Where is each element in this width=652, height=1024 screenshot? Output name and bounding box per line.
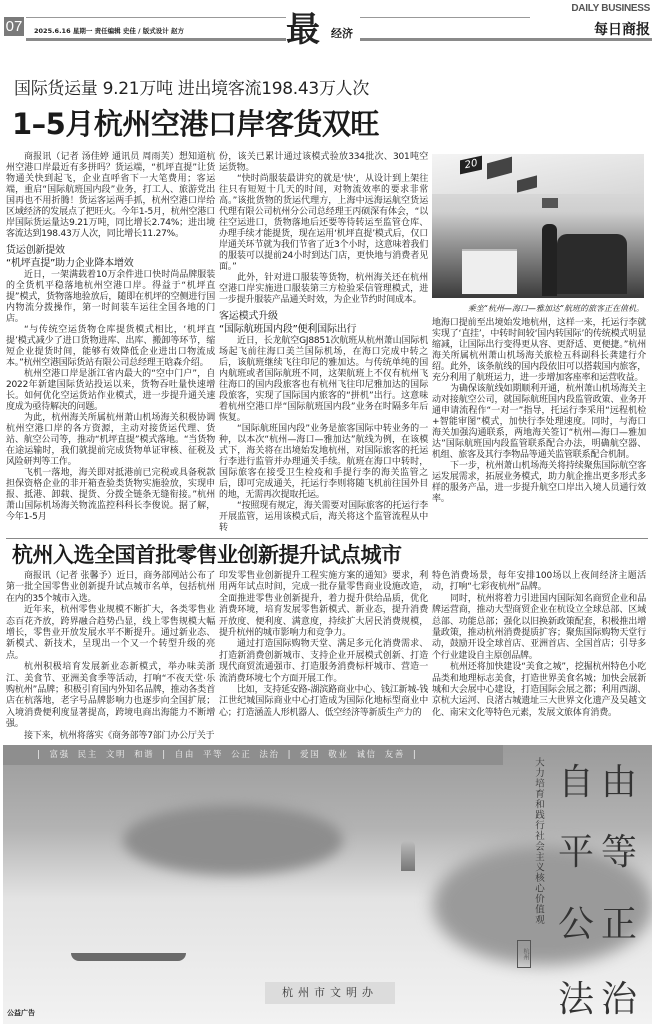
paragraph: 份，该关已累计通过该模式验放334批次、301吨空运货物。 xyxy=(219,152,428,173)
core-value: 诚信 xyxy=(356,750,377,760)
core-value: 文明 xyxy=(105,750,127,760)
core-value: 自由 xyxy=(174,750,195,760)
airport-checkin-photo xyxy=(432,154,644,298)
paragraph: 为此，杭州海关所属杭州萧山机场海关积极协调杭州空港口岸的各方资源，主动对接货运代理、货站、航空公司等，推动“机坪直提”模式落地。“当货物在途运输时，我们就提前完成货物单证审核、征税及风险研判等工作。 xyxy=(6,413,215,467)
core-value: 敬业 xyxy=(328,750,349,760)
article-divider xyxy=(6,538,648,539)
paragraph: 接下来，杭州将落实《商务部等7部门办公厅关于 xyxy=(24,730,215,741)
article1-column-3 xyxy=(432,318,646,505)
paragraph: 比如，支持延安路-湖滨路商业中心、钱江新城-钱江世纪城国际商业中心打造成为国际化地标型商业中心；打造涵盖人形机器人、低空经济等新质生产力的 xyxy=(219,685,428,718)
article1-column-2 xyxy=(219,152,428,534)
section-subheading: “机坪直提”助力企业降本增效 xyxy=(6,258,134,269)
core-value: | xyxy=(287,750,293,760)
page-number: 07 xyxy=(5,18,23,35)
section-heading: 货运创新提效 xyxy=(6,245,65,256)
core-value: 公正 xyxy=(231,750,252,760)
core-value: 爱国 xyxy=(300,750,321,760)
ad-slogan: 大力培育和践行社会主义核心价值观 xyxy=(533,757,544,925)
section-subheading: “国际航班国内段”便利国际出行 xyxy=(219,324,357,335)
core-value-character: 治 xyxy=(600,979,637,1020)
article1-subtitle: 国际货运量 9.21万吨 进出境客流198.43万人次 xyxy=(14,79,370,99)
ad-issuer: 杭州市文明办 xyxy=(265,982,395,1004)
core-value-character: 公 xyxy=(557,904,594,945)
boat-illustration xyxy=(71,953,186,961)
core-value: | xyxy=(37,750,42,760)
paragraph: 杭州空港口岸是浙江省内最大的“空中门户”，自2022年新建国际货站投运以来，货物吞吐量快速增长。如何优化空运货站作业模式，进一步提升通关速度成为亟待解决的问题。 xyxy=(6,369,215,412)
paragraph: 特色消费场景，每年安排100场以上夜间经济主题活动，打响“七彩夜杭州”品牌。 xyxy=(432,571,646,593)
paragraph: “快时尚服装最讲究的就是‘快’，从设计到上架往往只有短短十几天的时间，对物流效率的要求非常高。”该批货物的货运代理方，上海中远海运航空货运代理有限公司杭州分公司总经理王丙硕深有体会，“以往空运进口，货物落地后还要等待转运至监管仓库、办理手续才能提货，现在运用‘机坪直提’模式后，仅口岸通关环节就为我们节省了近3个小时，这意味着我们的服装可以提前24小时到达门店，更快地与消费者见面。” xyxy=(219,174,428,272)
ad-label: 公益广告 xyxy=(7,1009,35,1017)
core-value-character: 法 xyxy=(557,979,594,1020)
core-value: | xyxy=(162,750,167,760)
paragraph: 杭州积极培育发展新业态新模式，举办味美浙江、美食节、亚洲美食季等活动，打响“不夜天堂·乐购杭州”品牌；积极引育国内外知名品牌，推动各类首店在杭落地，老字号品牌影响力也逐步向全国扩展；入境消费便利度显著提高，跨境电商出海能力不断增强。 xyxy=(6,662,215,730)
header-rule-top xyxy=(26,17,286,18)
section-name: 经济 xyxy=(331,27,353,40)
core-value-character: 正 xyxy=(600,904,637,945)
article2-column-1 xyxy=(6,571,215,742)
article2-title: 杭州入选全国首批零售业创新提升试点城市 xyxy=(12,543,402,567)
pagoda-illustration xyxy=(401,841,415,871)
core-value: 富强 xyxy=(49,750,70,760)
header-rule xyxy=(26,38,286,41)
paragraph: 飞机一落地，海关即对抵港前已完税或具备税款担保资格企业的非开箱查验类货物实施验放，实现申报、抵港、卸载、提货、分拨全链条无缝衔接。”杭州萧山国际机场海关物流监控科科长李俊说。据了解，今年1-5月 xyxy=(6,468,215,522)
public-service-ad xyxy=(3,745,652,1024)
core-values-strip xyxy=(3,745,503,765)
article1-title: 1–5月杭州空港口岸客货双旺 xyxy=(12,107,379,141)
header-rule-top-right xyxy=(360,17,530,18)
core-value-character: 自 xyxy=(557,762,594,803)
paragraph: 同时，杭州将着力引进国内国际知名商贸企业和品牌运营商，推动大型商贸企业在杭设立全球总部、区域总部、功能总部；强化以旧换新政策配套，积极推出增量政策，推动杭州消费提质扩容；聚焦国际购物天堂行动，鼓励开设全球首店、亚洲首店、全国首店；引导多个行业建设自主原创品牌。 xyxy=(432,593,646,661)
section-logo: 最 xyxy=(286,10,320,50)
core-value: 平等 xyxy=(202,750,224,760)
paragraph: 此外，针对进口服装等货物，杭州海关还在杭州空港口岸实施进口服装第三方检验采信管理模式，进一步提升服装产品通关时效，为企业节约时间成本。 xyxy=(219,273,428,305)
counter-sign: 20 xyxy=(460,156,482,175)
seal-stamp: 杭州 xyxy=(517,940,531,968)
issue-meta: 2025.6.16 星期一 责任编辑 史佳 / 版式设计 赵方 xyxy=(34,27,185,35)
core-value: 民主 xyxy=(77,750,98,760)
paragraph: “国际航班国内段”业务是旅客国际中转业务的一种，以本次“杭州—海口—雅加达”航线为例，在该模式下，海关将在出境始发地杭州，对国际旅客的托运行李进行监管并办理通关手续。航班在海口中转时，国际旅客在接受卫生检疫和手提行李的海关监管之后，即可完成通关，托运行李则将随飞机前往国外目的地，无需再次提取托运。 xyxy=(219,424,428,500)
core-value: 和谐 xyxy=(134,750,155,760)
paragraph: 商报讯（记者 张馨予）近日，商务部网站公布了第一批全国零售业创新提升试点城市名单，包括杭州在内的35个城市入选。 xyxy=(6,571,215,604)
section-heading: 客运模式升级 xyxy=(219,311,278,322)
paragraph: 近年来，杭州零售业规模不断扩大，各类零售业态百花齐放，跨界融合趋势凸显，线上零售规模大幅增长，零售业开放发展水平不断提升。通过新业态、新模式、新技术，呈现出一个又一个转型升级的亮点。 xyxy=(6,605,215,661)
core-value-character: 由 xyxy=(600,762,637,803)
core-value-character: 平 xyxy=(557,832,594,873)
core-value-character: 等 xyxy=(600,832,637,873)
paragraph: “按照现有规定，海关需要对国际旅客的托运行李开展监管，运用该模式后，海关将这个监管流程从中转 xyxy=(219,501,428,533)
core-value: | xyxy=(412,750,418,760)
paragraph: 近日，长龙航空GJ8851次航班从杭州萧山国际机场起飞前往海口美兰国际机场，在海口完成中转之后，该航班继续飞往印尼的雅加达。与传统单纯的国内航班或者国际航班不同，这架航班上不仅有杭州飞往海口的国内段旅客也有杭州飞往印尼雅加达的国际段旅客，实现了国际国内旅客的“拼机”出行。这意味着杭州空港口岸“国际航班国内段”业务在时隔多年后恢复。 xyxy=(219,336,428,423)
article1-column-1 xyxy=(6,152,215,523)
paragraph: 为确保该航线如期顺利开通，杭州萧山机场海关主动对接航空公司，就国际航班国内段监管政策、业务开通申请流程作“一对一”指导，托运行李采用“远程机检+智能审图”模式，加快行李处理速度。同时，与海口海关加强沟通联系，两地海关签订“杭州—海口—雅加达”国际航班国内段监管联系配合办法，明确航空器、机组、旅客及其行李物品等通关监管联系配合机制。 xyxy=(432,384,646,460)
core-value: 友善 xyxy=(384,750,405,760)
brand-english: DAILY BUSINESS xyxy=(571,3,650,14)
paragraph: 近日，一架满载着10万余件进口快时尚品牌服装的全货机平稳落地杭州空港口岸。得益于“机坪直提”模式，货物落地验放后，随即在机坪的空侧进行国内物流分拨操作，第一时间装车运往全国各地的门店。 xyxy=(6,270,215,324)
core-value: 法治 xyxy=(259,750,280,760)
article2-column-3 xyxy=(432,571,646,719)
paragraph: 地海口提前至出境始发地杭州，这样一来，托运行李就实现了‘直挂’，中转时间较‘国内转国际’的传统模式明显缩减，让国际出行变得更从容、更舒适、更便捷。”杭州海关所属杭州萧山机场海关旅检五科副科长龚建行介绍。此外，该条航线的国内段依旧可以搭载国内旅客，充分利用了航班运力，进一步增加客座率和运营收益。 xyxy=(432,318,646,383)
paragraph: 印发零售业创新提升工程实施方案的通知》要求，利用两年试点时间，完成一批存量零售商业设施改造，全面推进零售业创新提升，着力提升供给品质，优化消费环境，培育发展零售新模式、新业态，提升消费开放度、便利度、满意度，持续扩大居民消费规模，提升杭州的城市影响力和竞争力。 xyxy=(219,571,428,639)
brand-name: 每日商报 xyxy=(594,22,650,38)
paragraph: 下一步，杭州萧山机场海关将持续聚焦国际航空客运发展需求，拓展业务模式，助力航企推出更多形式多样的服务产品，进一步提升航空口岸出入境人员通行效率。 xyxy=(432,461,646,504)
paragraph: 通过打造国际购物天堂、满足多元化消费需求、打造新消费创新城市、支持企业开展模式创新、打造现代商贸流通强市、打造服务消费标杆城市、营造一流消费环境七个方面开展工作。 xyxy=(219,639,428,684)
article2-column-2 xyxy=(219,571,428,719)
paragraph: 商报讯（记者 汤佳婷 通讯员 周雨芙）想知道杭州空港口岸最近有多拼吗？货运端，“机坪直提”让货物通关快到起飞，企业直呼省下一大笔费用；客运端，重启“国际航班国内段”业务，打工人、旅游党出国再也不用折腾！货运客运两手抓，杭州空港口岸给区域经济的发展点了把旺火。今年1-5月，杭州空港口岸国际货运量达9.21万吨，同比增长2.74%；进出境客流达到198.43万人次，同比增长11.27%。 xyxy=(6,152,215,239)
paragraph: “与传统空运货物仓库提货模式相比，‘机坪直提’模式减少了进口货物进库、出库、搬卸等环节，缩短企业提货时间，能够有效降低企业进出口物流成本。”杭州空港国际货站有限公司总经理王晗森介绍。 xyxy=(6,325,215,368)
paragraph: 杭州还将加快建设“美食之城”，挖掘杭州特色小吃品类和地理标志美食，打造世界美食名城；加快会展新城和大会展中心建设，打造国际会展之都；利用西湖、京杭大运河、良渚古城遗址三大世界文化遗产及吴越文化、南宋文化等特色元素，发展文旅体育消费。 xyxy=(432,662,646,718)
photo-caption: 乘坐“杭州—海口—雅加达”航班的旅客正在值机。 xyxy=(467,304,644,313)
